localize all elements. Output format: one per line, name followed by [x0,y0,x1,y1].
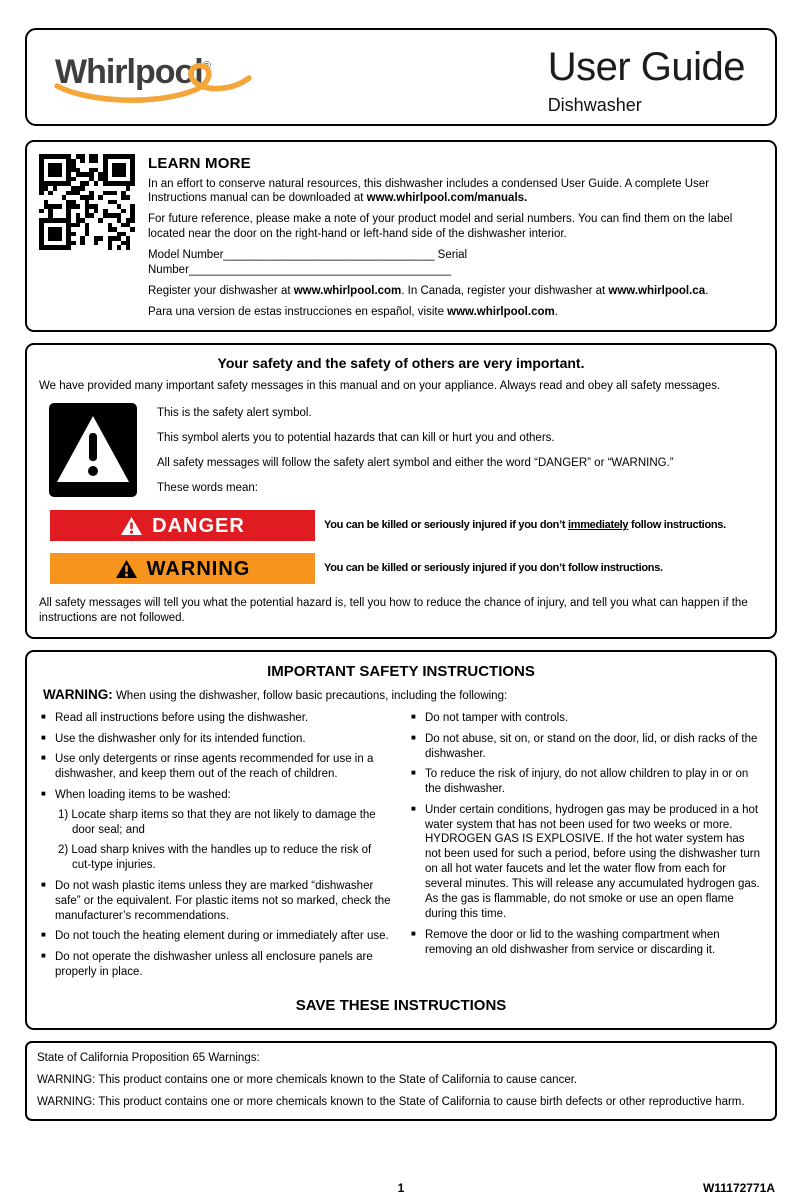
header-card [25,28,777,126]
list-item: ■ To reduce the risk of injury, do not allow children to play in or on the dishwasher. [411,767,761,797]
warning-row [37,553,765,584]
brand-wordmark: Whirlpool® [55,53,211,91]
warning-triangle-icon [115,559,138,579]
list-item: ■ Use only detergents or rinse agents recommended for use in a dishwasher, and keep them out of the reach of children. [41,752,391,782]
alert-line-2: This symbol alerts you to potential hazards that can kill or hurt you and others. [157,432,555,445]
spanish-line: Para una version de estas instrucciones en español, visite www.whirlpool.com. [148,306,558,319]
qr-code [39,154,135,250]
danger-row [37,510,765,541]
whirlpool-logo [55,44,270,110]
list-item: ■ Do not operate the dishwasher unless all enclosure panels are properly in place. [41,950,391,980]
list-subitem: 1) Locate sharp items so that they are not likely to damage the door seal; and [58,809,376,836]
list-item: ■ Under certain conditions, hydrogen gas may be produced in a hot water system that has not been used for two weeks or more. HYDROGEN GAS IS EXPLOSIVE. If the hot water system has not been used for such a period, before using the dishwasher turn on all hot water faucets and let the water flow from each for several minutes. This will release any accumulated hydrogen gas. As the gas is flammable, do not smoke or use an open flame during this time. [411,803,761,923]
registered-mark: ® [202,60,211,72]
safety-section [25,343,777,639]
isi-left-column [41,711,391,985]
alert-line-4: These words mean: [157,481,258,494]
danger-text: You can be killed or seriously injured if you don’t immediately follow instructions. [324,519,726,532]
alert-line-1: This is the safety alert symbol. [157,407,312,420]
learn-more-section [25,140,777,332]
warning-text: You can be killed or seriously injured if you don’t follow instructions. [324,562,663,575]
list-subitem: 2) Load sharp knives with the handles up to reduce the risk of cut-type injuries. [58,844,372,872]
list-item: ■ Read all instructions before using the dishwasher. [41,711,391,726]
safety-outro: All safety messages will tell you what the potential hazard is, tell you how to reduce the chance of injury, and tell you what can happen if the instructions are not followed. [39,597,748,624]
learn-more-paragraph-2: For future reference, please make a note of your product model and serial numbers. You can find them on the label located near the door on the right-hand or left-hand side of the dishwasher interior. [148,213,733,241]
learn-more-title: LEARN MORE [148,155,251,172]
danger-banner [50,510,315,541]
list-item: ■ Remove the door or lid to the washing compartment when removing an old dishwasher from service or discarding it. [411,928,761,958]
model-serial-line: Model Number_________________________________ Serial Number_________________________________________ [148,249,468,277]
danger-label: DANGER [152,514,245,537]
title-block [548,37,745,117]
warning-banner [50,553,315,584]
whirlpool-com-url: www.whirlpool.com [293,285,402,298]
model-number-blank: _________________________________ [223,249,435,262]
page-number: 1 [397,1181,405,1196]
prop65-warning-reproductive: WARNING: This product contains one or more chemicals known to the State of California to cause birth defects or other reproductive harm. [37,1096,745,1109]
list-item: ■ Do not tamper with controls. [411,711,761,726]
danger-underlined-word: immediately [567,519,629,532]
whirlpool-ca-url: www.whirlpool.ca [608,285,706,298]
list-item: ■ Do not touch the heating element during or immediately after use. [41,929,391,944]
isi-warning-label: WARNING: [43,687,113,703]
document-number: W11172771A [702,1181,775,1196]
isi-title: IMPORTANT SAFETY INSTRUCTIONS [267,662,535,680]
warning-label: WARNING [146,557,251,580]
safety-intro: We have provided many important safety messages in this manual and on your appliance. Always read and obey all safety messages. [39,380,721,393]
list-item: ■ Use the dishwasher only for its intended function. [41,732,391,747]
prop65-warning-cancer: WARNING: This product contains one or more chemicals known to the State of California to cause cancer. [37,1074,578,1087]
whirlpool-com-url-es: www.whirlpool.com [447,306,555,319]
serial-number-blank: _________________________________________ [188,264,452,277]
register-line: Register your dishwasher at www.whirlpool.com. In Canada, register your dishwasher at www.whirlpool.ca. [148,285,709,298]
important-safety-instructions-section [25,650,777,1031]
prop65-heading: State of California Proposition 65 Warnings: [37,1052,260,1065]
isi-right-column [411,711,761,985]
learn-more-paragraph-1: In an effort to conserve natural resources, this dishwasher includes a condensed User Guide. A complete User Instructions manual can be downloaded at www.whirlpool.com/manuals. [148,177,710,205]
page-title: User Guide [547,44,745,89]
safety-alert-lines [157,403,674,502]
list-item: ■ When loading items to be washed: [41,788,391,803]
prop65-section [25,1041,777,1121]
safety-alert-row [37,403,765,502]
learn-more-content [148,154,763,320]
alert-line-3: All safety messages will follow the safety alert symbol and either the word “DANGER” or “WARNING.” [157,457,674,469]
page-footer [25,1181,777,1201]
safety-alert-icon [49,403,137,502]
page-subtitle: Dishwasher [547,94,642,115]
save-these-instructions-title: SAVE THESE INSTRUCTIONS [295,996,507,1014]
safety-heading: Your safety and the safety of others are very important. [217,355,585,371]
danger-triangle-icon [120,516,143,536]
manuals-url: www.whirlpool.com/manuals. [366,192,528,205]
list-item: ■ Do not abuse, sit on, or stand on the door, lid, or dish racks of the dishwasher. [411,732,761,762]
isi-columns [41,711,761,985]
isi-warning-line: WARNING: When using the dishwasher, follow basic precautions, including the following: [43,687,508,703]
list-item: ■ Do not wash plastic items unless they are marked “dishwasher safe” or the equivalent. For plastic items not so marked, check the manufacturer’s recommendations. [41,879,391,924]
